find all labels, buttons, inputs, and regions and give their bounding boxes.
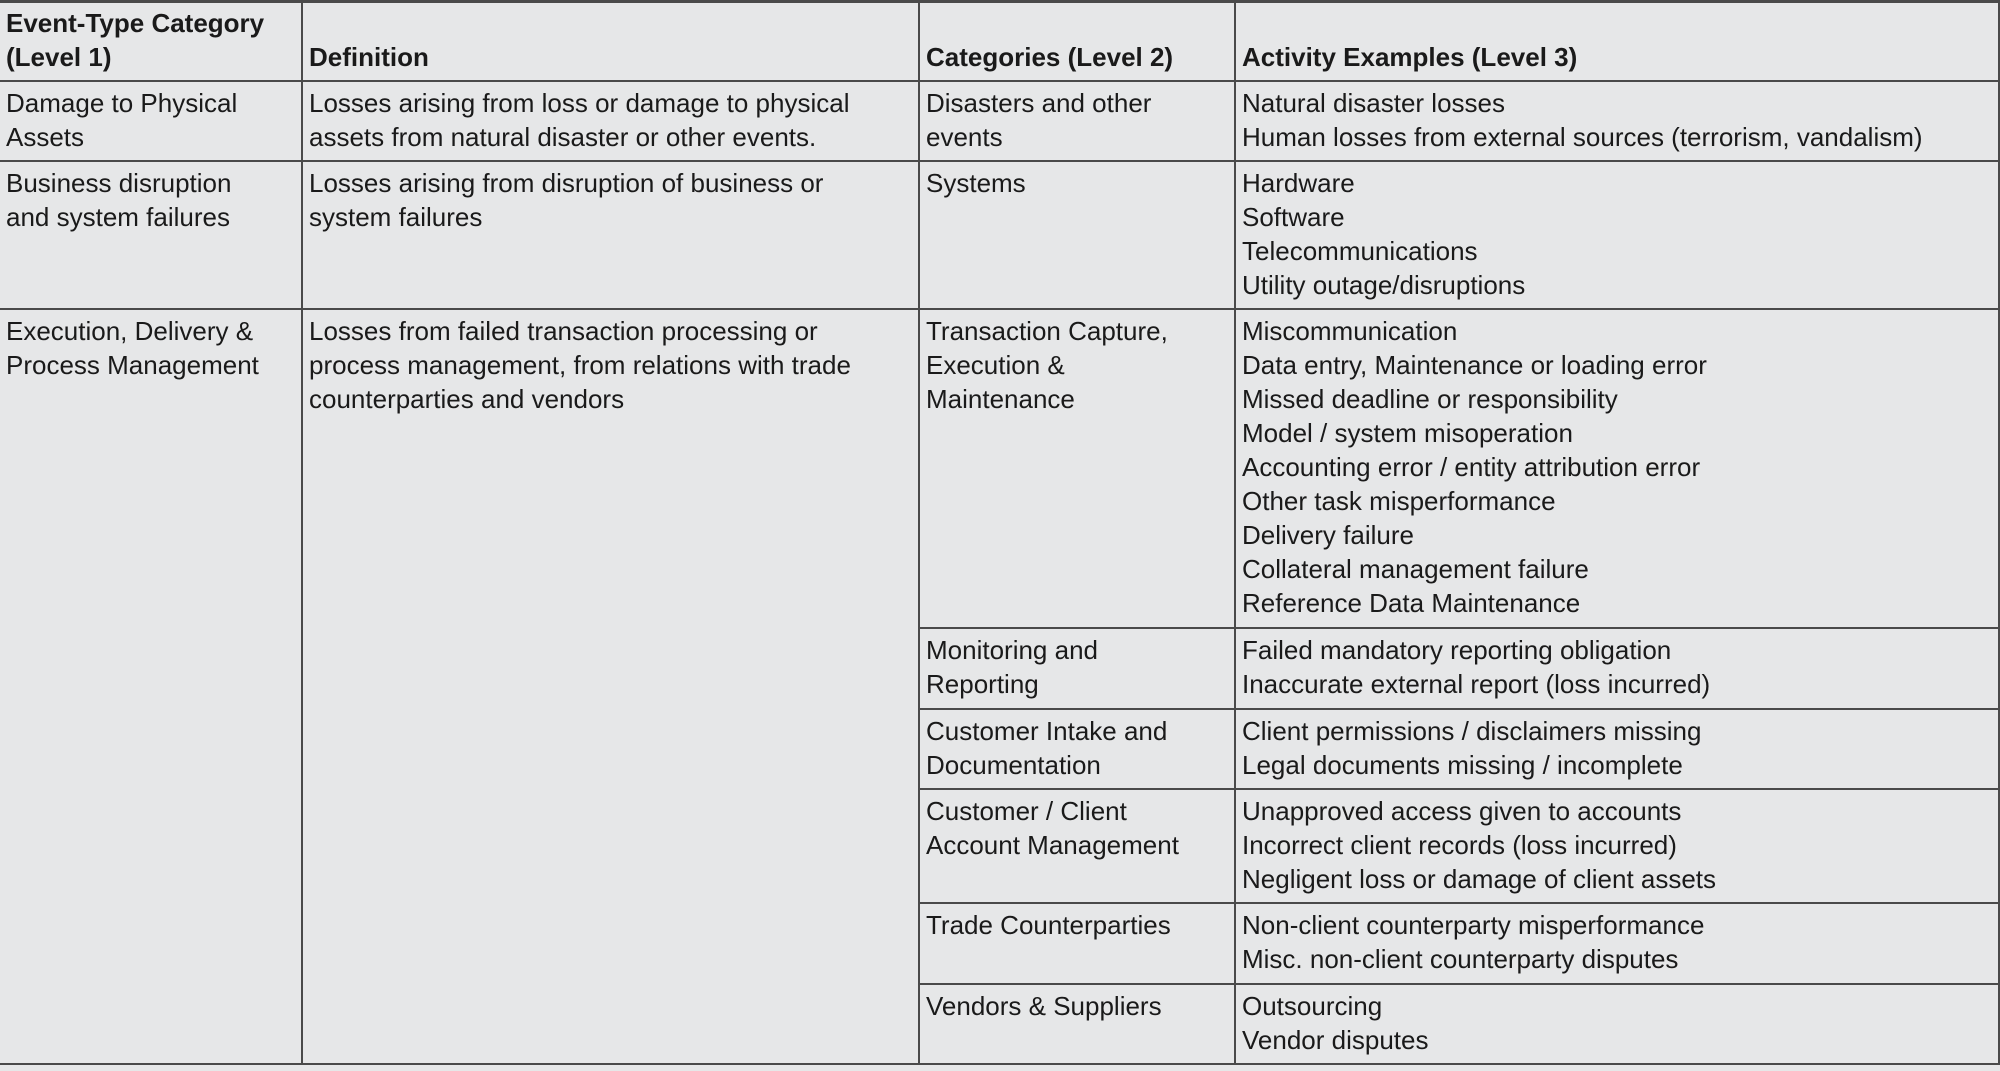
examples-cell-line: Reference Data Maintenance bbox=[1242, 588, 1581, 618]
examples-cell-line: Delivery failure bbox=[1242, 520, 1414, 550]
header-level2-text: Categories (Level 2) bbox=[926, 42, 1174, 72]
examples-cell-line: Hardware bbox=[1242, 168, 1355, 198]
definition-cell-line: assets from natural disaster or other events. bbox=[309, 122, 817, 152]
definition-cell bbox=[303, 310, 920, 1065]
examples-cell bbox=[1236, 162, 2000, 310]
level1-cell-line: Assets bbox=[6, 122, 85, 152]
level1-cell-line: Damage to Physical bbox=[6, 88, 238, 118]
level2-cell bbox=[920, 629, 1236, 710]
header-level3 bbox=[1236, 0, 2000, 82]
examples-cell-line: Software bbox=[1242, 202, 1345, 232]
level2-cell bbox=[920, 790, 1236, 904]
level2-cell bbox=[920, 162, 1236, 310]
header-definition bbox=[303, 0, 920, 82]
examples-cell-line: Incorrect client records (loss incurred) bbox=[1242, 830, 1677, 860]
level2-cell-line: Execution & bbox=[926, 350, 1065, 380]
level2-cell-line: Customer / Client bbox=[926, 796, 1127, 826]
level2-cell-line: Vendors & Suppliers bbox=[926, 991, 1162, 1021]
definition-cell-line: system failures bbox=[309, 202, 483, 232]
examples-cell bbox=[1236, 82, 2000, 162]
examples-cell-line: Other task misperformance bbox=[1242, 486, 1556, 516]
definition-cell-line: counterparties and vendors bbox=[309, 384, 625, 414]
level2-cell-line: Maintenance bbox=[926, 384, 1075, 414]
level2-cell bbox=[920, 82, 1236, 162]
level2-cell-line: Customer Intake and bbox=[926, 716, 1168, 746]
level2-cell bbox=[920, 985, 1236, 1065]
level2-cell-line: Monitoring and bbox=[926, 635, 1098, 665]
level2-cell-line: Documentation bbox=[926, 750, 1101, 780]
level1-cell-line: Process Management bbox=[6, 350, 259, 380]
level1-cell-line: and system failures bbox=[6, 202, 230, 232]
examples-cell bbox=[1236, 629, 2000, 710]
header-definition-text: Definition bbox=[309, 42, 429, 72]
examples-cell-line: Model / system misoperation bbox=[1242, 418, 1573, 448]
examples-cell-line: Utility outage/disruptions bbox=[1242, 270, 1526, 300]
examples-cell-line: Collateral management failure bbox=[1242, 554, 1589, 584]
header-level2 bbox=[920, 0, 1236, 82]
level2-cell bbox=[920, 710, 1236, 790]
level1-cell bbox=[0, 82, 303, 162]
level2-cell-line: Account Management bbox=[926, 830, 1179, 860]
definition-cell-line: Losses from failed transaction processing or bbox=[309, 316, 818, 346]
examples-cell-line: Legal documents missing / incomplete bbox=[1242, 750, 1683, 780]
definition-cell bbox=[303, 162, 920, 310]
examples-cell-line: Failed mandatory reporting obligation bbox=[1242, 635, 1672, 665]
definition-cell-line: Losses arising from loss or damage to physical bbox=[309, 88, 850, 118]
header-level3-text: Activity Examples (Level 3) bbox=[1242, 42, 1578, 72]
examples-cell-line: Client permissions / disclaimers missing bbox=[1242, 716, 1702, 746]
examples-cell bbox=[1236, 985, 2000, 1065]
examples-cell-line: Natural disaster losses bbox=[1242, 88, 1505, 118]
examples-cell bbox=[1236, 904, 2000, 985]
level2-cell bbox=[920, 310, 1236, 629]
level2-cell-line: Transaction Capture, bbox=[926, 316, 1168, 346]
level2-cell-line: Disasters and other bbox=[926, 88, 1152, 118]
examples-cell-line: Miscommunication bbox=[1242, 316, 1458, 346]
examples-cell-line: Human losses from external sources (terrorism, vandalism) bbox=[1242, 122, 1923, 152]
level1-cell-line: Business disruption bbox=[6, 168, 232, 198]
level1-cell bbox=[0, 310, 303, 1065]
header-level1-text: Event-Type Category (Level 1) bbox=[6, 8, 265, 72]
level2-cell-line: Trade Counterparties bbox=[926, 910, 1171, 940]
examples-cell bbox=[1236, 310, 2000, 629]
examples-cell-line: Outsourcing bbox=[1242, 991, 1383, 1021]
definition-cell-line: process management, from relations with trade bbox=[309, 350, 851, 380]
definition-cell-line: Losses arising from disruption of business or bbox=[309, 168, 824, 198]
level2-cell-line: Systems bbox=[926, 168, 1026, 198]
examples-cell-line: Misc. non-client counterparty disputes bbox=[1242, 944, 1679, 974]
examples-cell-line: Vendor disputes bbox=[1242, 1025, 1429, 1055]
level1-cell bbox=[0, 162, 303, 310]
definition-cell bbox=[303, 82, 920, 162]
header-level1 bbox=[0, 0, 303, 82]
examples-cell-line: Data entry, Maintenance or loading error bbox=[1242, 350, 1707, 380]
examples-cell bbox=[1236, 790, 2000, 904]
level2-cell bbox=[920, 904, 1236, 985]
examples-cell bbox=[1236, 710, 2000, 790]
level2-cell-line: events bbox=[926, 122, 1003, 152]
examples-cell-line: Telecommunications bbox=[1242, 236, 1478, 266]
level2-cell-line: Reporting bbox=[926, 669, 1039, 699]
examples-cell-line: Non-client counterparty misperformance bbox=[1242, 910, 1705, 940]
examples-cell-line: Negligent loss or damage of client assets bbox=[1242, 864, 1717, 894]
examples-cell-line: Unapproved access given to accounts bbox=[1242, 796, 1682, 826]
examples-cell-line: Missed deadline or responsibility bbox=[1242, 384, 1618, 414]
level1-cell-line: Execution, Delivery & bbox=[6, 316, 254, 346]
examples-cell-line: Accounting error / entity attribution error bbox=[1242, 452, 1701, 482]
examples-cell-line: Inaccurate external report (loss incurred) bbox=[1242, 669, 1711, 699]
